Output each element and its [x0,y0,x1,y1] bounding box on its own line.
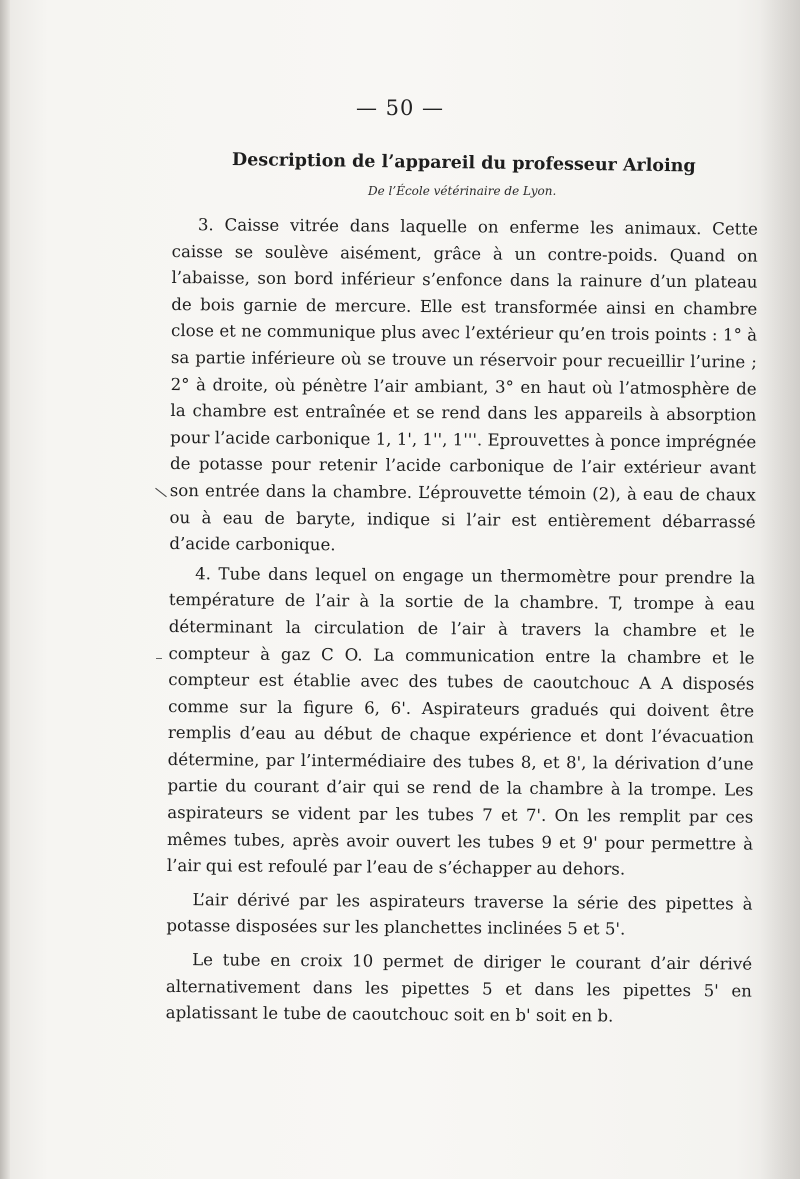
section-subtitle: De l’École vétérinaire de Lyon. [368,184,557,198]
paragraph: Le tube en croix 10 permet de diriger le courant d’air dérivé alternativement dans les pipettes 5 et dans les pipettes 5' en aplatissant le tube de caoutchouc soit en b' soit en b. [165,950,753,1026]
section-title: Description de l’appareil du professeur Arloing [231,150,696,177]
page-number: — 50 — [355,96,445,120]
stray-ink-mark [156,658,162,659]
paragraph: 4. Tube dans lequel on engage un thermomètre pour prendre la température de l’air à la sortie de la chambre. T, trompe à eau déterminant la circulation de l’air à travers la chambre et le compteur à gaz C O. La communication entre la chambre et le compteur est établie avec des tubes de caoutchouc A A disposés comme sur la figure 6, 6'. Aspirateurs gradués qui doivent être remplis d’eau au début de chaque expérience et dont l’évacuation détermine, par l’intermédiaire des tubes 8, et 8', la dérivation d’une partie du courant d’air qui se rend de la chambre à la trompe. Les aspirateurs se vident par les tubes 7 et 7'. On les remplit par ces mêmes tubes, après avoir ouvert les tubes 9 et 9' pour permettre à l’air qui est refoulé par l’eau de s’échapper au dehors. [166,563,756,879]
page-edge-shadow [760,0,800,1179]
paragraph: 3. Caisse vitrée dans laquelle on enferme les animaux. Cette caisse se soulève aisément, grâce à un contre-poids. Quand on l’abaisse, son bord inférieur s’enfonce dans la rainure d’un plateau de bois garnie de mercure. Elle est transformée ainsi en chambre close et ne communique plus avec l’extérieur qu’en trois points : 1° à sa partie inférieure où se trouve un réservoir pour recueillir l’urine ; 2° à droite, où pénètre l’air ambiant, 3° en haut où l’atmosphère de la chambre est entraînée et se rend dans les appareils à absorption pour l’acide carbonique 1, 1', 1'', 1'''. Eprouvettes à ponce imprégnée de potasse pour retenir l’acide carbonique de l’air extérieur avant son entrée dans la chambre. L’éprouvette témoin (2), à eau de chaux ou à eau de baryte, indique si l’air est entièrement débarrassé d’acide carbonique. [169,215,758,555]
body-text [166,212,758,1031]
paragraph: L’air dérivé par les aspirateurs traverse la série des pipettes à potasse disposées sur les planchettes inclinées 5 et 5'. [166,890,753,940]
stray-ink-mark [155,488,167,497]
page-binding-shadow [0,0,10,1179]
